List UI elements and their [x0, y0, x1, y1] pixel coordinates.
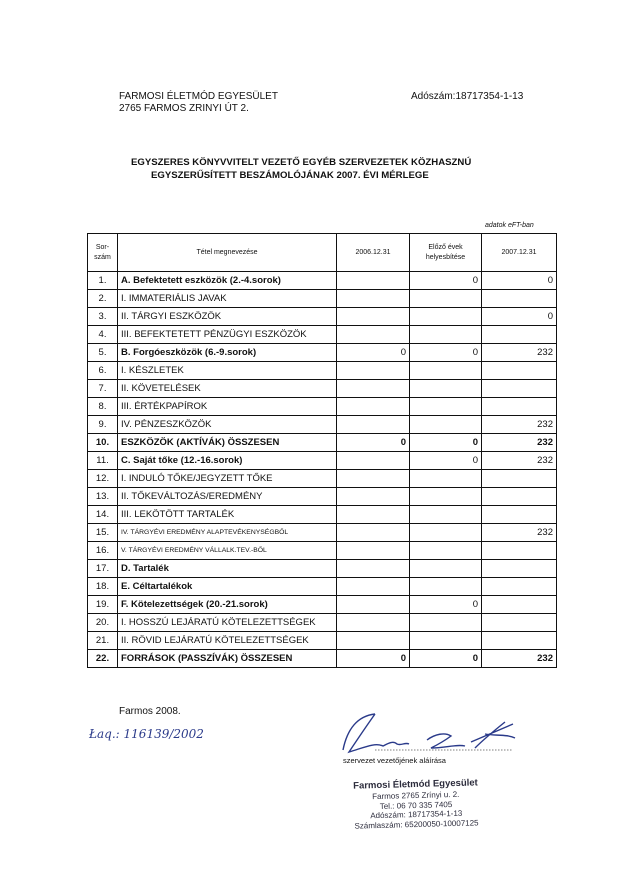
table-row	[88, 560, 557, 578]
row-number: 13.	[88, 488, 118, 506]
stamp-phone: Tel.: 06 70 335 7405	[379, 799, 453, 811]
row-number: 2.	[88, 290, 118, 308]
row-value-2007	[482, 488, 557, 506]
place-date: Farmos 2008.	[119, 706, 181, 717]
row-number: 14.	[88, 506, 118, 524]
row-number: 18.	[88, 578, 118, 596]
row-item-name: FORRÁSOK (PASSZÍVÁK) ÖSSZESEN	[118, 650, 337, 668]
org-name: FARMOSI ÉLETMÓD EGYESÜLET	[119, 91, 278, 102]
row-item-name: II. TÁRGYI ESZKÖZÖK	[118, 308, 337, 326]
row-value-2007: 232	[482, 524, 557, 542]
row-item-name: II. TŐKEVÁLTOZÁS/EREDMÉNY	[118, 488, 337, 506]
row-item-name: III. LEKÖTÖTT TARTALÉK	[118, 506, 337, 524]
row-number: 19.	[88, 596, 118, 614]
row-value-adjust	[410, 488, 482, 506]
row-value-2006	[337, 542, 410, 560]
row-value-2007	[482, 632, 557, 650]
row-value-2006	[337, 506, 410, 524]
handwritten-registration-note: Łaq.: 116139/2002	[89, 727, 204, 741]
table-row	[88, 380, 557, 398]
row-value-2006	[337, 632, 410, 650]
table-row	[88, 650, 557, 668]
stamp-tax: Adószám: 18717354-1-13	[370, 808, 463, 821]
org-address: 2765 FARMOS ZRINYI ÚT 2.	[119, 103, 249, 114]
row-number: 6.	[88, 362, 118, 380]
row-value-adjust	[410, 398, 482, 416]
row-value-2007	[482, 614, 557, 632]
table-row	[88, 596, 557, 614]
stamp-org-name: Farmosi Életmód Egyesület	[353, 777, 478, 792]
row-value-2006	[337, 596, 410, 614]
doc-title-line2: EGYSZERŰSÍTETT BESZÁMOLÓJÁNAK 2007. ÉVI MÉRLEGE	[151, 170, 429, 181]
row-value-2007	[482, 290, 557, 308]
stamp-account: Számlaszám: 65200050-10007125	[354, 817, 479, 831]
table-row	[88, 398, 557, 416]
organization-stamp	[335, 777, 496, 831]
row-value-adjust	[410, 326, 482, 344]
row-value-2006: 0	[337, 344, 410, 362]
row-item-name: ESZKÖZÖK (AKTÍVÁK) ÖSSZESEN	[118, 434, 337, 452]
col-header-adjust: Előző évek helyesbítése	[410, 234, 482, 272]
row-item-name: D. Tartalék	[118, 560, 337, 578]
row-item-name: F. Kötelezettségek (20.-21.sorok)	[118, 596, 337, 614]
row-value-adjust	[410, 560, 482, 578]
row-item-name: II. KÖVETELÉSEK	[118, 380, 337, 398]
row-value-adjust	[410, 416, 482, 434]
balance-table	[87, 233, 557, 668]
row-item-name: I. HOSSZÚ LEJÁRATÚ KÖTELEZETTSÉGEK	[118, 614, 337, 632]
row-number: 5.	[88, 344, 118, 362]
row-value-2007	[482, 596, 557, 614]
table-row	[88, 542, 557, 560]
table-row	[88, 290, 557, 308]
row-value-adjust	[410, 578, 482, 596]
row-value-adjust: 0	[410, 596, 482, 614]
row-number: 11.	[88, 452, 118, 470]
row-value-2006	[337, 452, 410, 470]
row-value-2006	[337, 560, 410, 578]
row-value-2006	[337, 290, 410, 308]
row-value-2007: 0	[482, 308, 557, 326]
row-value-adjust: 0	[410, 434, 482, 452]
row-number: 9.	[88, 416, 118, 434]
row-value-2006	[337, 380, 410, 398]
row-value-adjust: 0	[410, 344, 482, 362]
row-item-name: A. Befektetett eszközök (2.-4.sorok)	[118, 272, 337, 290]
row-value-adjust	[410, 380, 482, 398]
row-item-name: E. Céltartalékok	[118, 578, 337, 596]
row-value-2006	[337, 578, 410, 596]
row-value-2006	[337, 416, 410, 434]
row-value-2006	[337, 614, 410, 632]
row-value-2006	[337, 470, 410, 488]
row-value-2006	[337, 272, 410, 290]
row-value-2007	[482, 326, 557, 344]
row-value-adjust: 0	[410, 650, 482, 668]
row-item-name: B. Forgóeszközök (6.-9.sorok)	[118, 344, 337, 362]
table-row	[88, 416, 557, 434]
table-row	[88, 488, 557, 506]
row-value-2007	[482, 506, 557, 524]
row-number: 7.	[88, 380, 118, 398]
unit-note: adatok eFT-ban	[485, 222, 534, 229]
col-header-name: Tétel megnevezése	[118, 234, 337, 272]
row-number: 12.	[88, 470, 118, 488]
row-value-adjust	[410, 542, 482, 560]
row-value-2006: 0	[337, 434, 410, 452]
row-value-2007: 232	[482, 344, 557, 362]
row-value-2006	[337, 326, 410, 344]
table-row	[88, 308, 557, 326]
row-number: 22.	[88, 650, 118, 668]
row-value-adjust	[410, 632, 482, 650]
table-row	[88, 344, 557, 362]
row-value-2007	[482, 362, 557, 380]
row-item-name: I. INDULÓ TŐKE/JEGYZETT TŐKE	[118, 470, 337, 488]
row-value-adjust	[410, 362, 482, 380]
row-number: 8.	[88, 398, 118, 416]
row-value-2006: 0	[337, 650, 410, 668]
row-number: 1.	[88, 272, 118, 290]
tax-number: Adószám:18717354-1-13	[411, 91, 524, 102]
row-value-2006	[337, 488, 410, 506]
col-header-2006: 2006.12.31	[337, 234, 410, 272]
row-value-2007	[482, 560, 557, 578]
row-value-2007: 232	[482, 650, 557, 668]
row-number: 16.	[88, 542, 118, 560]
org-block	[119, 91, 278, 115]
row-number: 10.	[88, 434, 118, 452]
row-item-name: IV. TÁRGYÉVI EREDMÉNY ALAPTEVÉKENYSÉGBŐL	[118, 524, 337, 542]
row-value-2007	[482, 380, 557, 398]
row-number: 4.	[88, 326, 118, 344]
table-row	[88, 470, 557, 488]
table-row	[88, 362, 557, 380]
table-row	[88, 614, 557, 632]
row-value-adjust: 0	[410, 272, 482, 290]
row-item-name: C. Saját tőke (12.-16.sorok)	[118, 452, 337, 470]
row-number: 17.	[88, 560, 118, 578]
table-row	[88, 272, 557, 290]
row-item-name: IV. PÉNZESZKÖZÖK	[118, 416, 337, 434]
row-value-adjust	[410, 524, 482, 542]
row-value-2006	[337, 362, 410, 380]
row-value-2007: 232	[482, 416, 557, 434]
row-item-name: I. KÉSZLETEK	[118, 362, 337, 380]
row-value-adjust	[410, 290, 482, 308]
row-value-2007: 232	[482, 452, 557, 470]
col-header-2007: 2007.12.31	[482, 234, 557, 272]
row-item-name: I. IMMATERIÁLIS JAVAK	[118, 290, 337, 308]
row-item-name: III. BEFEKTETETT PÉNZÜGYI ESZKÖZÖK	[118, 326, 337, 344]
table-row	[88, 578, 557, 596]
stamp-address: Farmos 2765 Zrínyi u. 2.	[372, 789, 460, 802]
table-row	[88, 452, 557, 470]
row-item-name: V. TÁRGYÉVI EREDMÉNY VÁLLALK.TEV.-BŐL	[118, 542, 337, 560]
signature-image	[335, 708, 535, 758]
table-row	[88, 326, 557, 344]
table-header-row	[88, 234, 557, 272]
row-value-adjust	[410, 470, 482, 488]
row-value-2007	[482, 542, 557, 560]
table-row	[88, 632, 557, 650]
row-value-adjust	[410, 506, 482, 524]
row-value-2006	[337, 524, 410, 542]
row-number: 15.	[88, 524, 118, 542]
row-value-2007	[482, 470, 557, 488]
doc-title-line1: EGYSZERES KÖNYVVITELT VEZETŐ EGYÉB SZERVEZETEK KÖZHASZNÚ	[131, 157, 472, 168]
table-row	[88, 434, 557, 452]
signature-caption: szervezet vezetőjének aláírása	[343, 756, 446, 765]
row-value-2006	[337, 308, 410, 326]
row-value-2007	[482, 578, 557, 596]
table-row	[88, 506, 557, 524]
row-value-2006	[337, 398, 410, 416]
row-value-2007	[482, 398, 557, 416]
row-item-name: II. RÖVID LEJÁRATÚ KÖTELEZETTSÉGEK	[118, 632, 337, 650]
row-value-adjust	[410, 614, 482, 632]
col-header-sor: Sor-szám	[88, 234, 118, 272]
table-row	[88, 524, 557, 542]
row-item-name: III. ÉRTÉKPAPÍROK	[118, 398, 337, 416]
row-value-adjust: 0	[410, 452, 482, 470]
row-value-2007: 232	[482, 434, 557, 452]
row-value-adjust	[410, 308, 482, 326]
row-number: 20.	[88, 614, 118, 632]
row-number: 3.	[88, 308, 118, 326]
row-number: 21.	[88, 632, 118, 650]
row-value-2007: 0	[482, 272, 557, 290]
